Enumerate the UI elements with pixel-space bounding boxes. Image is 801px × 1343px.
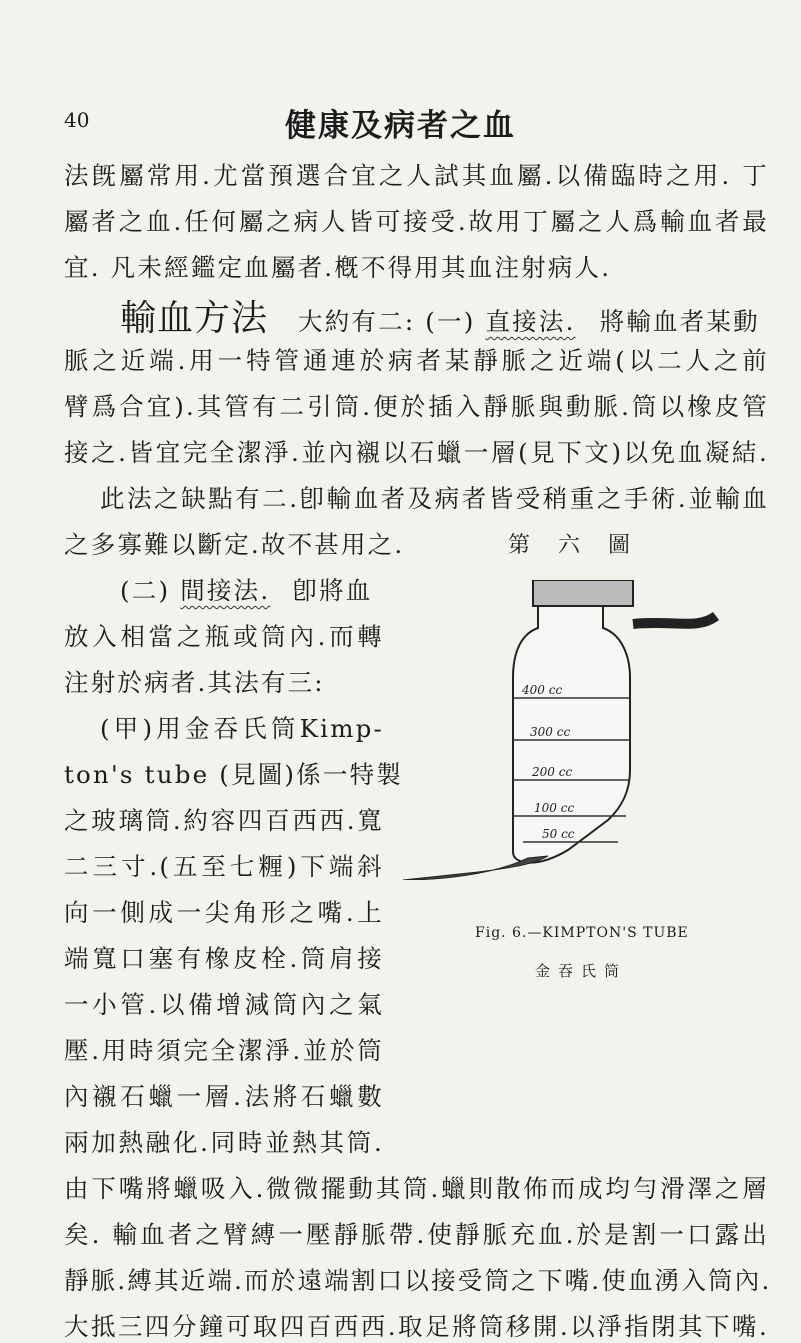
text-line: 法旣屬常用.尤當預選合宜之人試其血屬.以備臨時之用. 丁	[64, 161, 769, 190]
text-line: 大抵三四分鐘可取四百西西.取足將筒移開.以淨指閉其下嘴.	[64, 1312, 769, 1341]
figure-title: 第六圖	[508, 533, 659, 558]
method2-prefix: (二)	[120, 576, 171, 605]
figure-caption-cn: 金吞氏筒	[535, 962, 628, 980]
text-line: 脈之近端.用一特管通連於病者某靜脈之近端(以二人之前	[64, 346, 769, 375]
text-line: 二三寸.(五至七糎)下端斜	[64, 852, 384, 881]
text-line: 兩加熱融化.同時並熱其筒.	[64, 1128, 384, 1157]
text-line: 矣. 輸血者之臂縛一壓靜脈帶.使靜脈充血.於是割一口露出	[64, 1220, 769, 1249]
side-tube	[633, 616, 716, 624]
method1-text: 將輸血者某動	[599, 307, 760, 336]
grad-label-200: 200 cc	[532, 765, 573, 779]
text-line: 臂爲合宜).其管有二引筒.便於插入靜脈與動脈.筒以橡皮管	[64, 392, 769, 421]
text-line: 注射於病者.其法有三:	[64, 668, 325, 697]
text-line: 內襯石蠟一層.法將石蠟數	[64, 1082, 384, 1111]
text-line: 宜. 凡未經鑑定血屬者.槪不得用其血注射病人.	[64, 253, 612, 282]
text-line: 由下嘴將蠟吸入.微微擺動其筒.蠟則散佈而成均勻滑澤之層	[64, 1174, 769, 1203]
text-line: 一小管.以備增減筒內之氣	[64, 990, 384, 1019]
section-intro: 大約有二: (一)	[298, 307, 476, 336]
method2-line	[120, 572, 372, 607]
grad-label-50: 50 cc	[542, 827, 575, 841]
section-heading-line	[120, 290, 760, 341]
text-line: 靜脈.縛其近端.而於遠端割口以接受筒之下嘴.使血湧入筒內.	[64, 1266, 772, 1295]
text-line: 接之.皆宜完全潔淨.並內襯以石蠟一層(見下文)以免血凝結.	[64, 438, 769, 467]
text-line: 之玻璃筒.約容四百西西.寬	[64, 806, 384, 835]
tube-beak	[403, 856, 548, 880]
text-line: 放入相當之瓶或筒內.而轉	[64, 622, 384, 651]
stopper	[533, 580, 633, 606]
grad-label-400: 400 cc	[522, 683, 563, 697]
text-line: 向一側成一尖角形之嘴.上	[64, 898, 384, 927]
text-line: 此法之缺點有二.卽輸血者及病者皆受稍重之手術.並輸血	[100, 484, 769, 513]
text-line: (甲)用金吞氏筒Kimp-	[100, 714, 384, 743]
figure-caption-en: Fig. 6.—KIMPTON'S TUBE	[475, 925, 689, 941]
kimpton-tube-figure	[398, 580, 748, 880]
text-line: 端寬口塞有橡皮栓.筒肩接	[64, 944, 384, 973]
page-number: 40	[64, 108, 90, 132]
method2-text: 卽將血	[292, 576, 373, 605]
text-line: 壓.用時須完全潔淨.並於筒	[64, 1036, 384, 1065]
grad-label-300: 300 cc	[530, 725, 571, 739]
method1-term: 直接法.	[485, 307, 576, 336]
method2-term: 間接法.	[180, 576, 271, 605]
section-heading: 輸血方法	[120, 298, 269, 339]
running-title: 健康及病者之血	[285, 108, 516, 144]
grad-label-100: 100 cc	[534, 801, 575, 815]
text-line: ton's tube (見圖)係一特製	[64, 760, 403, 789]
text-line: 之多寡難以斷定.故不甚用之.	[64, 530, 405, 559]
text-line: 屬者之血.任何屬之病人皆可接受.故用丁屬之人爲輸血者最	[64, 207, 769, 236]
